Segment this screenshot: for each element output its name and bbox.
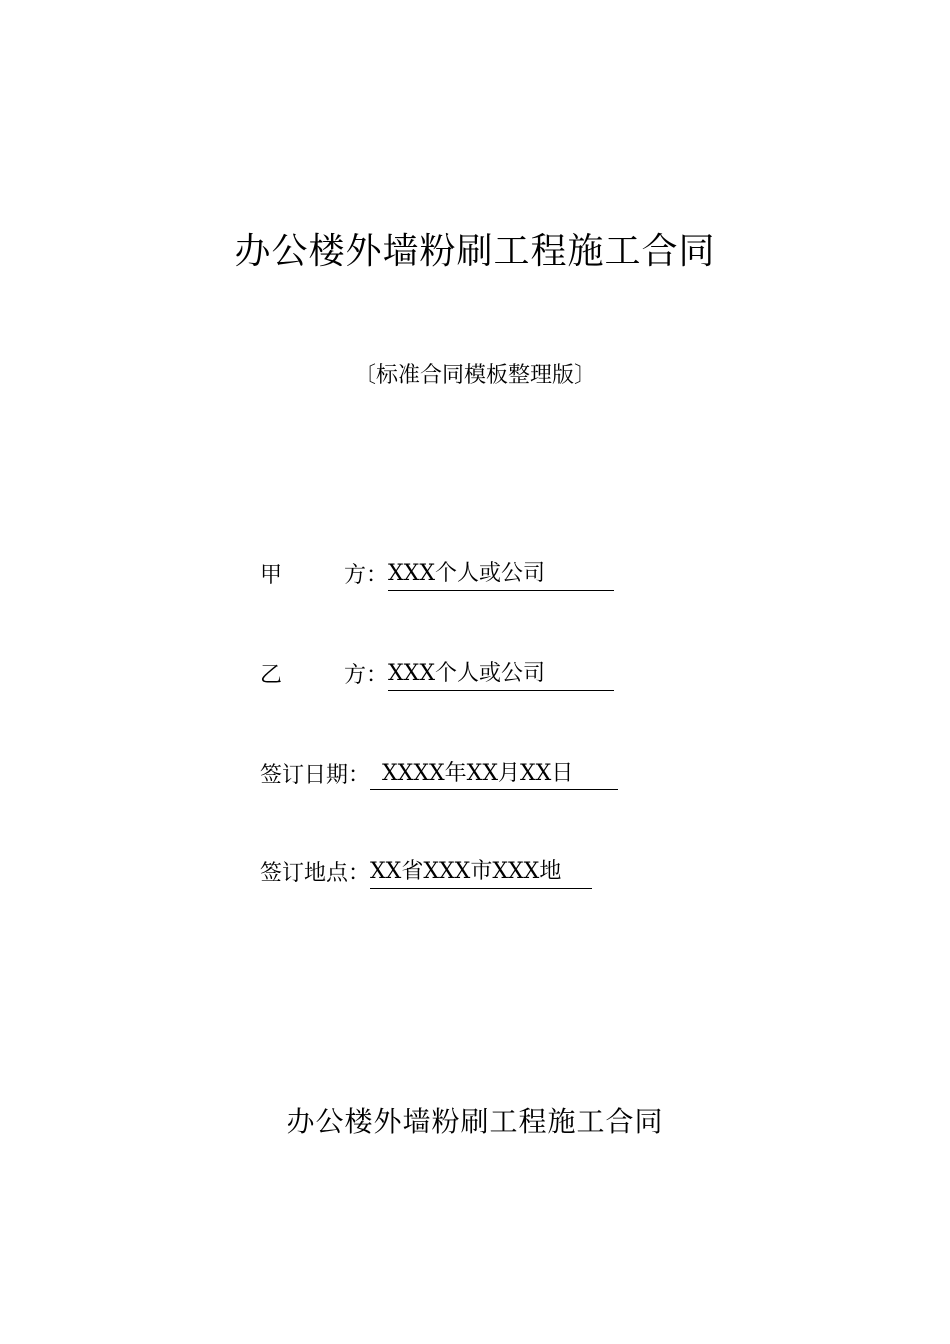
sign-date-label: 签订日期： bbox=[260, 763, 371, 788]
party-b-value: XXX个人或公司 bbox=[388, 658, 614, 691]
sign-date-field bbox=[260, 758, 618, 794]
party-b-label bbox=[260, 658, 388, 694]
party-a-label bbox=[260, 558, 388, 594]
footer-title: 办公楼外墙粉刷工程施工合同 bbox=[286, 1105, 664, 1138]
party-a-field bbox=[260, 558, 614, 594]
sign-place-label: 签订地点： bbox=[260, 861, 371, 886]
document-subtitle: 〔标准合同模板整理版〕 bbox=[353, 363, 596, 388]
party-b-label-char-2: 方： bbox=[343, 663, 388, 688]
party-a-value: XXX个人或公司 bbox=[388, 558, 614, 591]
document-title: 办公楼外墙粉刷工程施工合同 bbox=[234, 231, 716, 272]
party-b-label-char-1: 乙 bbox=[260, 663, 283, 688]
party-b-field bbox=[260, 658, 614, 694]
sign-place-value: XX省XXX市XXX地 bbox=[370, 856, 592, 889]
party-a-label-char-2: 方： bbox=[343, 563, 388, 588]
party-a-label-char-1: 甲 bbox=[260, 563, 283, 588]
sign-date-value: XXXX年XX月XX日 bbox=[370, 758, 618, 790]
sign-place-field bbox=[260, 856, 592, 892]
